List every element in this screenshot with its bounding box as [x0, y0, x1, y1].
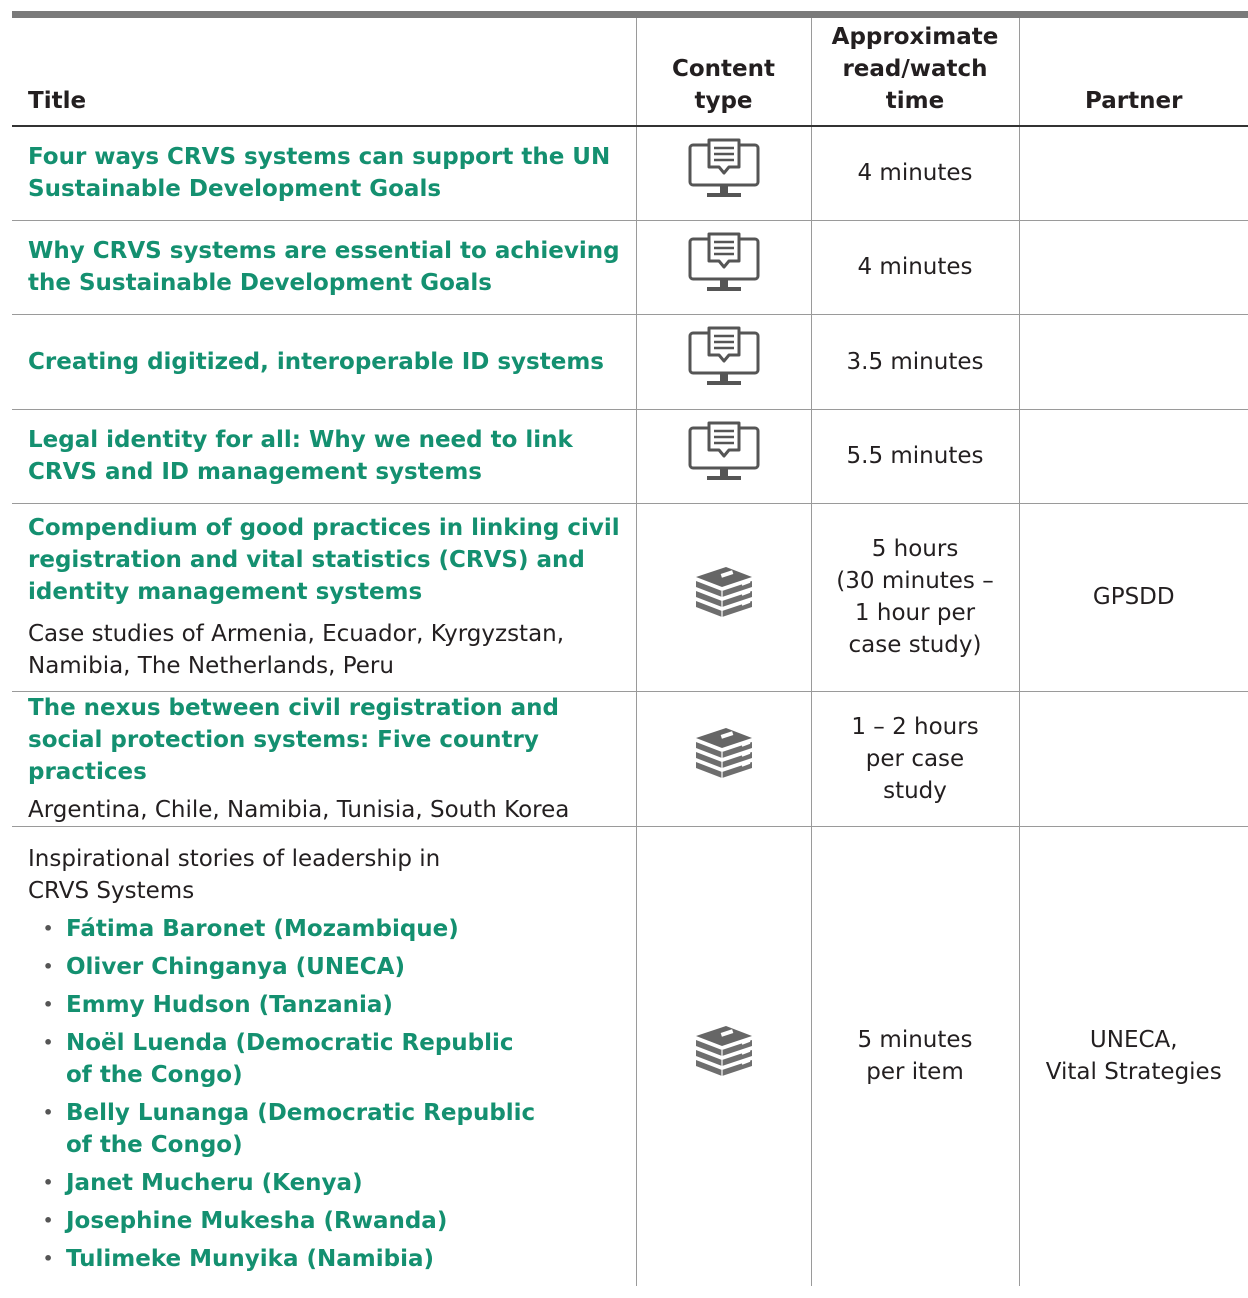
partner-cell: GPSDD — [1019, 503, 1248, 691]
resource-table — [12, 18, 1248, 1286]
partner-cell — [1019, 691, 1248, 826]
books-icon — [692, 726, 756, 791]
list-item[interactable]: • Josephine Mukesha (Rwanda) — [28, 1205, 630, 1237]
time-cell: 4 minutes — [811, 126, 1019, 220]
header-time: Approximate read/watch time — [811, 18, 1019, 126]
list-item[interactable]: • Emmy Hudson (Tanzania) — [28, 989, 630, 1021]
time-cell: 4 minutes — [811, 220, 1019, 314]
list-item[interactable]: • Oliver Chinganya (UNECA) — [28, 951, 630, 983]
books-icon — [692, 565, 756, 630]
table-row — [12, 126, 1248, 220]
list-item[interactable]: • Belly Lunanga (Democratic Republic of the Congo) — [28, 1097, 630, 1161]
list-item[interactable]: • Fátima Baronet (Mozambique) — [28, 913, 630, 945]
books-icon — [692, 1024, 756, 1089]
list-item[interactable]: • Tulimeke Munyika (Namibia) — [28, 1243, 630, 1275]
header-partner: Partner — [1019, 18, 1248, 126]
stories-intro: Inspirational stories of leadership in CRVS Systems — [28, 845, 441, 904]
time-cell: 1 – 2 hours per case study — [811, 691, 1019, 826]
partner-cell — [1019, 220, 1248, 314]
partner-cell — [1019, 126, 1248, 220]
table-row — [12, 826, 1248, 1286]
video-monitor-icon — [687, 231, 761, 304]
time-cell: 5.5 minutes — [811, 409, 1019, 503]
top-rule — [12, 11, 1248, 18]
video-monitor-icon — [687, 420, 761, 493]
header-row — [12, 18, 1248, 126]
video-monitor-icon — [687, 137, 761, 210]
resource-link[interactable]: Four ways CRVS systems can support the UN Sustainable Development Goals — [28, 144, 611, 203]
list-item[interactable]: • Janet Mucheru (Kenya) — [28, 1167, 630, 1199]
table-row — [12, 691, 1248, 826]
table-row — [12, 503, 1248, 691]
resource-subtitle: Case studies of Armenia, Ecuador, Kyrgyzstan, Namibia, The Netherlands, Peru — [28, 621, 565, 679]
header-content-type: Content type — [636, 18, 811, 126]
video-monitor-icon — [687, 325, 761, 398]
list-item[interactable]: • Noël Luenda (Democratic Republic of the Congo) — [28, 1027, 630, 1091]
resource-link[interactable]: Legal identity for all: Why we need to link CRVS and ID management systems — [28, 427, 573, 485]
resource-link[interactable]: Why CRVS systems are essential to achieving the Sustainable Development Goals — [28, 238, 620, 296]
table-row — [12, 409, 1248, 503]
partner-cell — [1019, 314, 1248, 409]
partner-cell: UNECA, Vital Strategies — [1019, 826, 1248, 1286]
time-cell: 5 minutes per item — [811, 826, 1019, 1286]
time-cell: 3.5 minutes — [811, 314, 1019, 409]
header-title: Title — [12, 18, 636, 126]
stories-list — [28, 913, 630, 1275]
time-cell: 5 hours (30 minutes – 1 hour per case study) — [811, 503, 1019, 691]
partner-cell — [1019, 409, 1248, 503]
resource-subtitle: Argentina, Chile, Namibia, Tunisia, South Korea — [28, 796, 570, 823]
resource-link[interactable]: Compendium of good practices in linking civil registration and vital statistics (CRVS) and identity management systems — [28, 515, 620, 605]
table-row — [12, 220, 1248, 314]
table-row — [12, 314, 1248, 409]
resource-link[interactable]: The nexus between civil registration and social protection systems: Five country practices — [28, 694, 559, 785]
resource-link[interactable]: Creating digitized, interoperable ID systems — [28, 348, 604, 375]
